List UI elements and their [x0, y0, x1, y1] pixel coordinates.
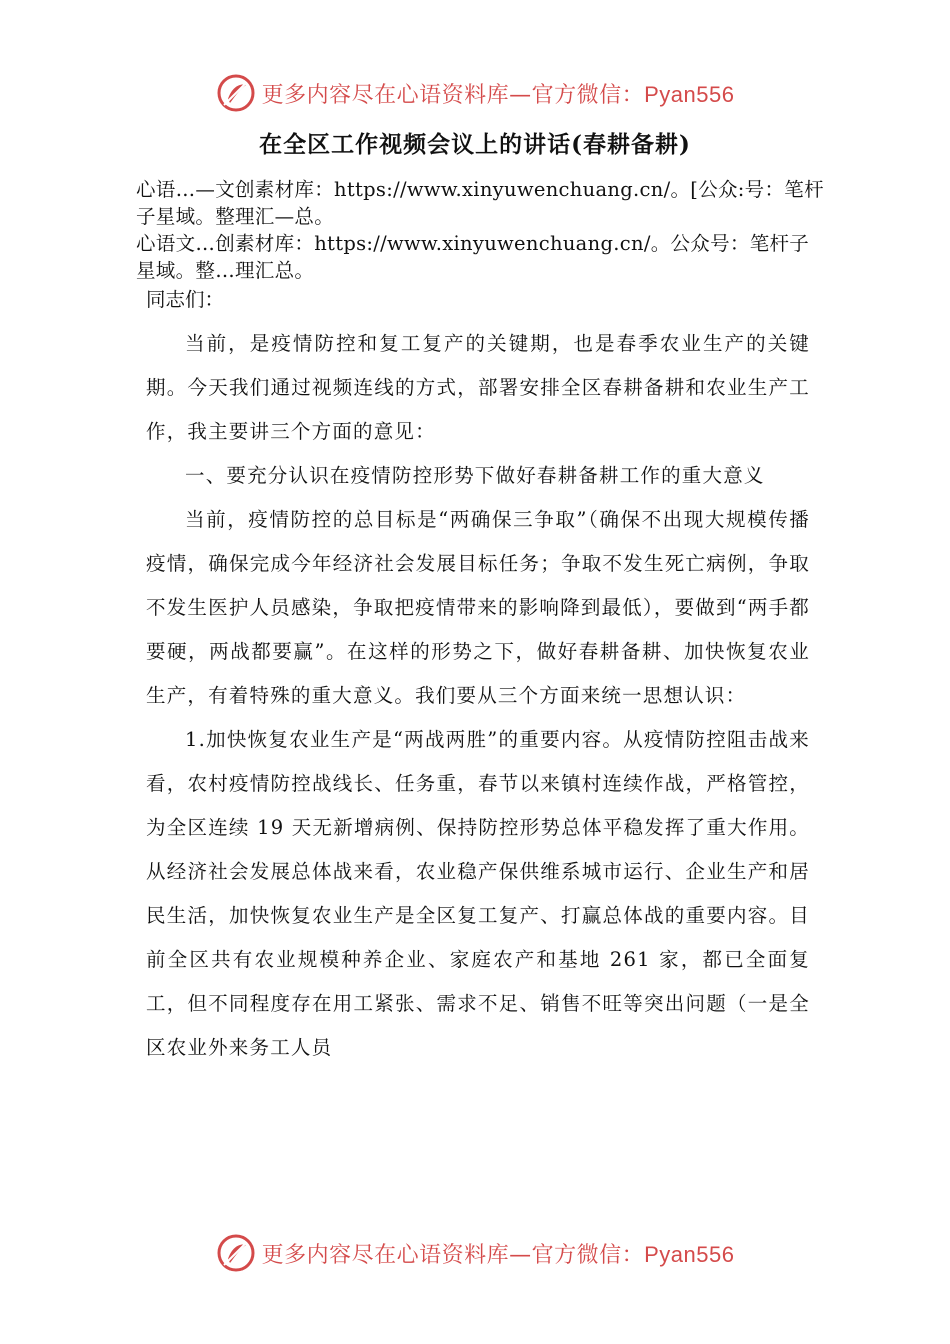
source-note-1: 心语…—文创素材库：https://www.xinyuwenchuang.cn/。[公众:号：笔杆子星域。整理汇—总。 [136, 178, 824, 228]
document-body [146, 322, 810, 1070]
banner-text: 更多内容尽在心语资料库—官方微信：Pyan556 [261, 1241, 735, 1268]
xinyu-logo-icon [216, 1233, 256, 1273]
banner-wechat-id: Pyan556 [644, 81, 735, 107]
paragraph: 1.加快恢复农业生产是“两战两胜”的重要内容。从疫情防控阻击战来看，农村疫情防控战线长、任务重，春节以来镇村连续作战，严格管控，为全区连续 19 天无新增病例、保持防控形势总体平稳发挥了重大作用。从经济社会发展总体战来看，农业稳产保供维系城市运行、企业生产和居民生活，加快恢复农业生产是全区复工复产、打赢总体战的重要内容。目前全区共有农业规模种养企业、家庭农产和基地 261 家，都已全面复工，但不同程度存在用工紧张、需求不足、销售不旺等突出问题（一是全区农业外来务工人员 [146, 728, 810, 1059]
xinyu-logo-icon [216, 73, 256, 113]
greeting: 同志们： [146, 288, 225, 311]
source-note-2: 心语文…创素材库：https://www.xinyuwenchuang.cn/。公众号：笔杆子星域。整…理汇总。 [136, 232, 810, 282]
paragraph: 当前，疫情防控的总目标是“两确保三争取”（确保不出现大规模传播疫情，确保完成今年经济社会发展目标任务；争取不发生死亡病例，争取不发生医护人员感染，争取把疫情带来的影响降到最低），要做到“两手都要硬，两战都要赢”。在这样的形势之下，做好春耕备耕、加快恢复农业生产，有着特殊的重大意义。我们要从三个方面来统一思想认识： [146, 508, 810, 707]
document-title: 在全区工作视频会议上的讲话(春耕备耕) [259, 131, 691, 158]
header-watermark-banner [0, 68, 950, 118]
section-heading: 一、要充分认识在疫情防控形势下做好春耕备耕工作的重大意义 [185, 464, 765, 487]
footer-watermark-banner [0, 1228, 950, 1278]
banner-wechat-id: Pyan556 [644, 1241, 735, 1267]
banner-text: 更多内容尽在心语资料库—官方微信：Pyan556 [261, 81, 735, 108]
paragraph: 当前，是疫情防控和复工复产的关键期，也是春季农业生产的关键期。今天我们通过视频连线的方式，部署安排全区春耕备耕和农业生产工作，我主要讲三个方面的意见： [146, 332, 810, 443]
